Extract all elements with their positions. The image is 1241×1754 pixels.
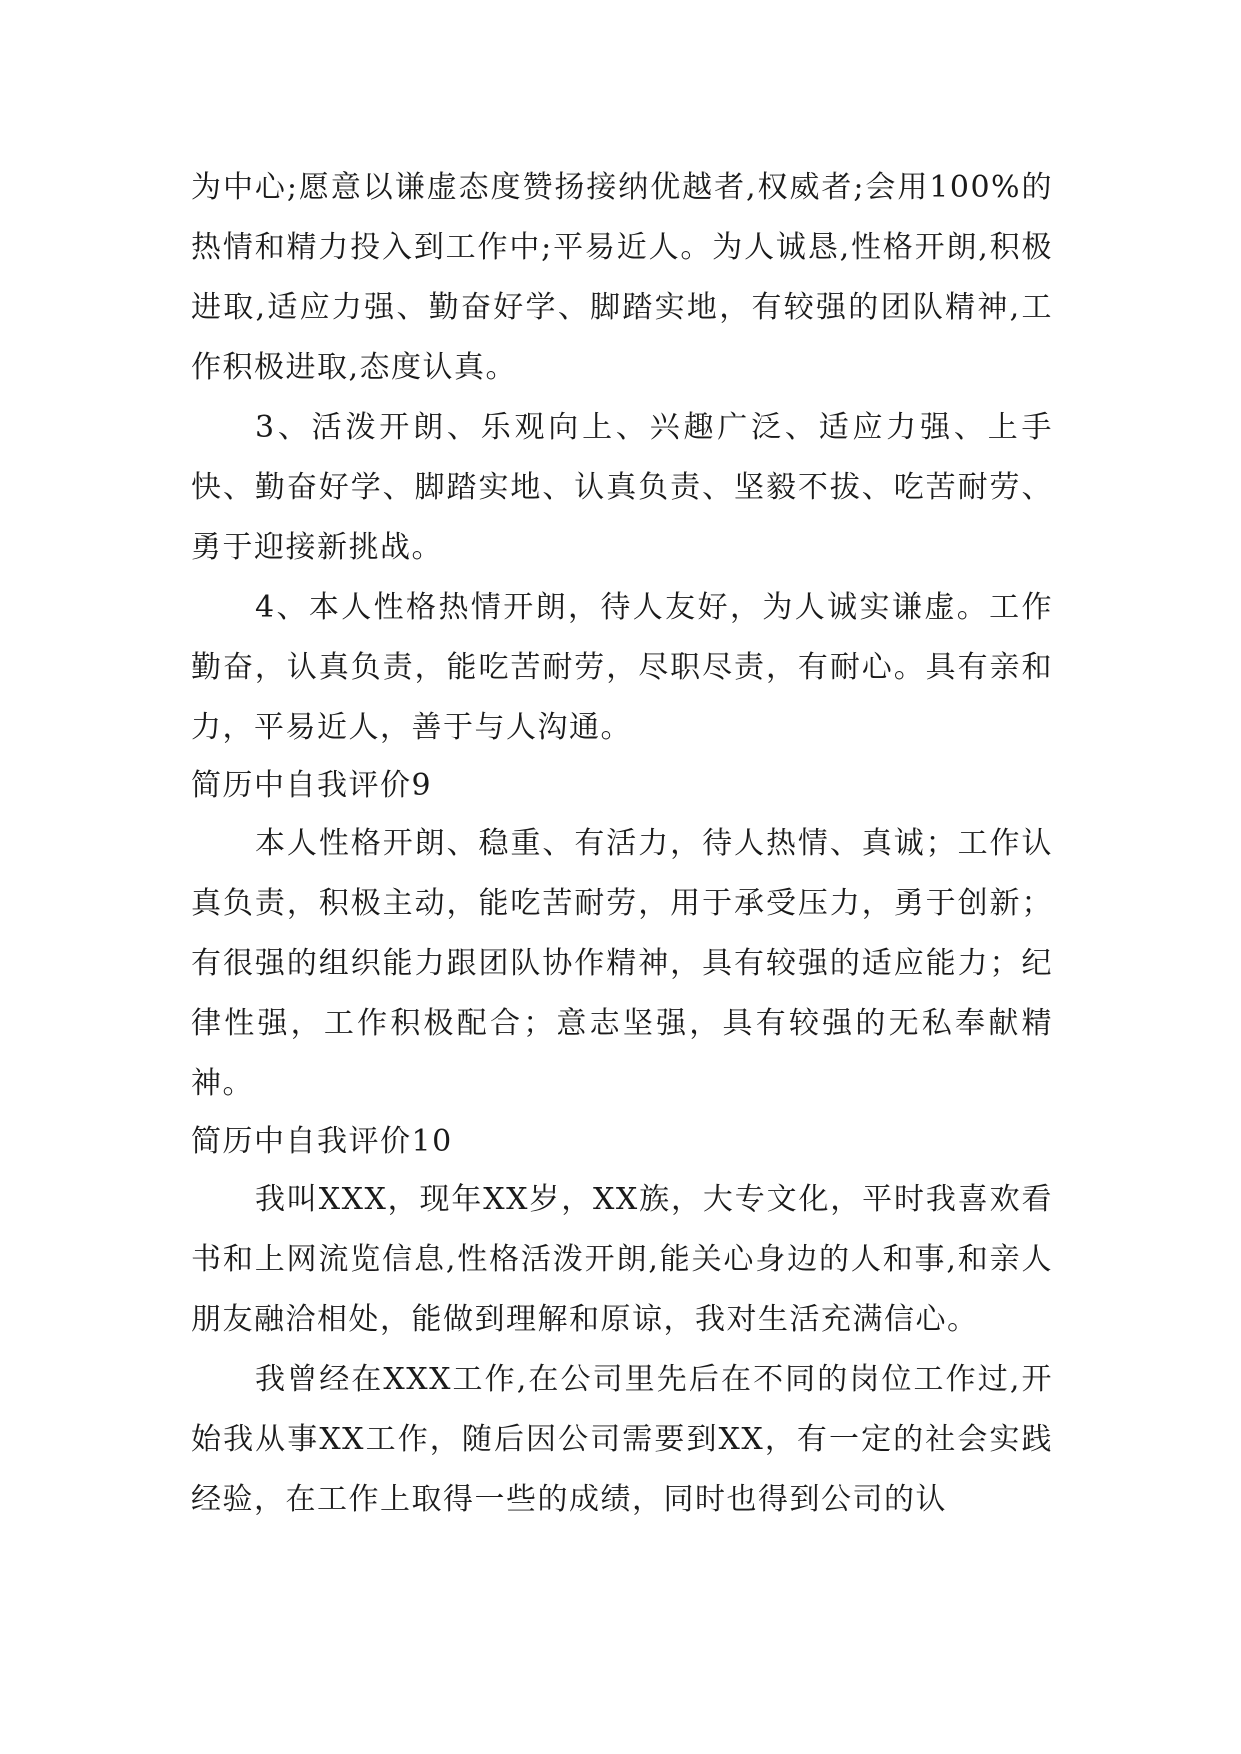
section-heading-9: 简历中自我评价9 <box>191 768 433 803</box>
paragraph-self-evaluation-9: 本人性格开朗、稳重、有活力，待人热情、真诚；工作认真负责，积极主动，能吃苦耐劳，用于承受压力，勇于创新；有很强的组织能力跟团队协作精神，具有较强的适应能力；纪律性强，工作积极配合；意志坚强，具有较强的无私奉献精神。 <box>191 826 1053 1101</box>
paragraph-item-3: 3、活泼开朗、乐观向上、兴趣广泛、适应力强、上手快、勤奋好学、脚踏实地、认真负责、坚毅不拔、吃苦耐劳、勇于迎接新挑战。 <box>191 410 1053 565</box>
paragraph-self-intro: 我叫XXX，现年XX岁，XX族，大专文化，平时我喜欢看书和上网流览信息,性格活泼开朗,能关心身边的人和事,和亲人朋友融洽相处，能做到理解和原谅，我对生活充满信心。 <box>191 1182 1053 1337</box>
paragraph-work-experience: 我曾经在XXX工作,在公司里先后在不同的岗位工作过,开始我从事XX工作，随后因公司需要到XX，有一定的社会实践经验，在工作上取得一些的成绩，同时也得到公司的认 <box>191 1362 1053 1517</box>
section-heading-10: 简历中自我评价10 <box>191 1124 453 1159</box>
paragraph-item-4: 4、本人性格热情开朗，待人友好，为人诚实谦虚。工作勤奋，认真负责，能吃苦耐劳，尽职尽责，有耐心。具有亲和力，平易近人，善于与人沟通。 <box>191 590 1053 745</box>
document-body <box>191 158 1053 1530</box>
paragraph-continuation: 为中心;愿意以谦虚态度赞扬接纳优越者,权威者;会用100%的热情和精力投入到工作中;平易近人。为人诚恳,性格开朗,积极进取,适应力强、勤奋好学、脚踏实地，有较强的团队精神,工作积极进取,态度认真。 <box>191 170 1053 385</box>
